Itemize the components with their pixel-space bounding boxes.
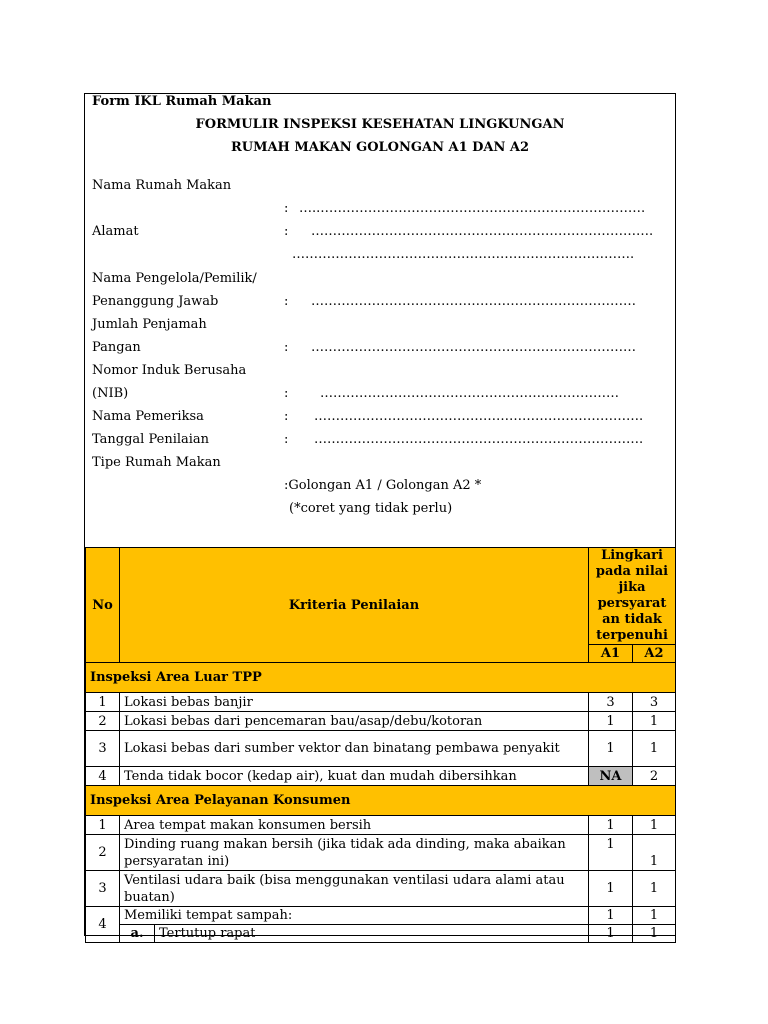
label-nib-2: (NIB) [92,386,129,401]
section-area-luar: Inspeksi Area Luar TPP [86,663,676,693]
form-label: Form IKL Rumah Makan [92,94,272,109]
row-a2: 2 [633,767,676,786]
row-text: Lokasi bebas banjir [120,693,589,712]
form-page [84,93,676,941]
header-a2: A2 [633,645,676,663]
row-text: Ventilasi udara baik (bisa menggunakan ventilasi udara alami atau buatan) [120,871,589,907]
fill-alamat-1: ……………………………………………………………………. [311,224,654,239]
row-a2: 1 [633,925,676,943]
fill-nib: …………………………………………………………… [320,386,619,401]
table-row [86,925,676,943]
label-tipe: Tipe Rumah Makan [92,455,221,470]
table-row [86,835,676,871]
row-no: 3 [86,871,120,907]
row-text: Dinding ruang makan bersih (jika tidak ada dinding, maka abaikan persyaratan ini) [120,835,589,871]
table-row [86,816,676,835]
colon: : [284,224,289,239]
row-a2: 3 [633,693,676,712]
table-row [86,693,676,712]
row-no: 4 [86,907,120,943]
fill-pemeriksa: …………………………………………………………………. [314,409,644,424]
row-text: Lokasi bebas dari sumber vektor dan binatang pembawa penyakit [120,731,589,767]
label-alamat: Alamat [92,224,139,239]
table-row [86,907,676,925]
sub-item-text: Tertutup rapat [155,925,589,943]
fill-alamat-2: ……………………………………………………………………. [292,247,635,262]
row-a1: 1 [589,731,633,767]
row-a1: 1 [589,816,633,835]
row-no: 2 [86,835,120,871]
header-a1: A1 [589,645,633,663]
label-pengelola-1: Nama Pengelola/Pemilik/ [92,271,257,286]
section-area-pelayanan: Inspeksi Area Pelayanan Konsumen [86,786,676,816]
row-a1: 1 [589,871,633,907]
label-nib-1: Nomor Induk Berusaha [92,363,247,378]
row-a2: 1 [633,907,676,925]
label-tanggal: Tanggal Penilaian [92,432,210,447]
label-penjamah-1: Jumlah Penjamah [92,317,207,332]
sub-item-label: a. [120,925,155,943]
row-no: 2 [86,712,120,731]
row-a2: 1 [633,712,676,731]
table-row [86,871,676,907]
header-no: No [86,548,120,663]
row-no: 3 [86,731,120,767]
row-a1: 1 [589,835,633,871]
header-kriteria: Kriteria Penilaian [120,548,589,663]
colon: : [284,294,289,309]
colon: : [284,386,289,401]
label-pengelola-2: Penanggung Jawab [92,294,219,309]
row-no: 4 [86,767,120,786]
fill-penjamah: ………………………………………………………………… [311,340,636,355]
table-row [86,731,676,767]
colon: : [284,409,289,424]
row-a2: 1 [633,816,676,835]
row-a2: 1 [633,731,676,767]
fill-pengelola: ………………………………………………………………… [311,294,636,309]
colon: : [284,340,289,355]
table-row [86,712,676,731]
row-no: 1 [86,816,120,835]
tipe-golongan: :Golongan A1 / Golongan A2 * [284,478,482,493]
form-title-line1: FORMULIR INSPEKSI KESEHATAN LINGKUNGAN [195,117,565,132]
row-text: Area tempat makan konsumen bersih [120,816,589,835]
row-a1: 3 [589,693,633,712]
form-title-line2: RUMAH MAKAN GOLONGAN A1 DAN A2 [230,140,530,155]
header-lingkari: Lingkari pada nilai jika persyarat an tidak terpenuhi [589,548,676,645]
fill-nama-rumah-makan: …..………………………………………………………………… [299,201,646,216]
colon: : [284,201,289,216]
row-a1: 1 [589,907,633,925]
fill-tanggal: …………………………………………………………………. [314,432,644,447]
table-row [86,767,676,786]
colon: : [284,432,289,447]
label-penjamah-2: Pangan [92,340,141,355]
row-a2: 1 [633,835,676,871]
criteria-table [85,547,676,943]
row-no: 1 [86,693,120,712]
row-a2: 1 [633,871,676,907]
note-coret: (*coret yang tidak perlu) [289,501,453,516]
row-text: Memiliki tempat sampah: [120,907,589,925]
row-a1-na: NA [589,767,633,786]
row-text: Tenda tidak bocor (kedap air), kuat dan mudah dibersihkan [120,767,589,786]
label-nama-rumah-makan: Nama Rumah Makan [92,178,232,193]
row-text: Lokasi bebas dari pencemaran bau/asap/debu/kotoran [120,712,589,731]
label-pemeriksa: Nama Pemeriksa [92,409,204,424]
row-a1: 1 [589,712,633,731]
row-a1: 1 [589,925,633,943]
